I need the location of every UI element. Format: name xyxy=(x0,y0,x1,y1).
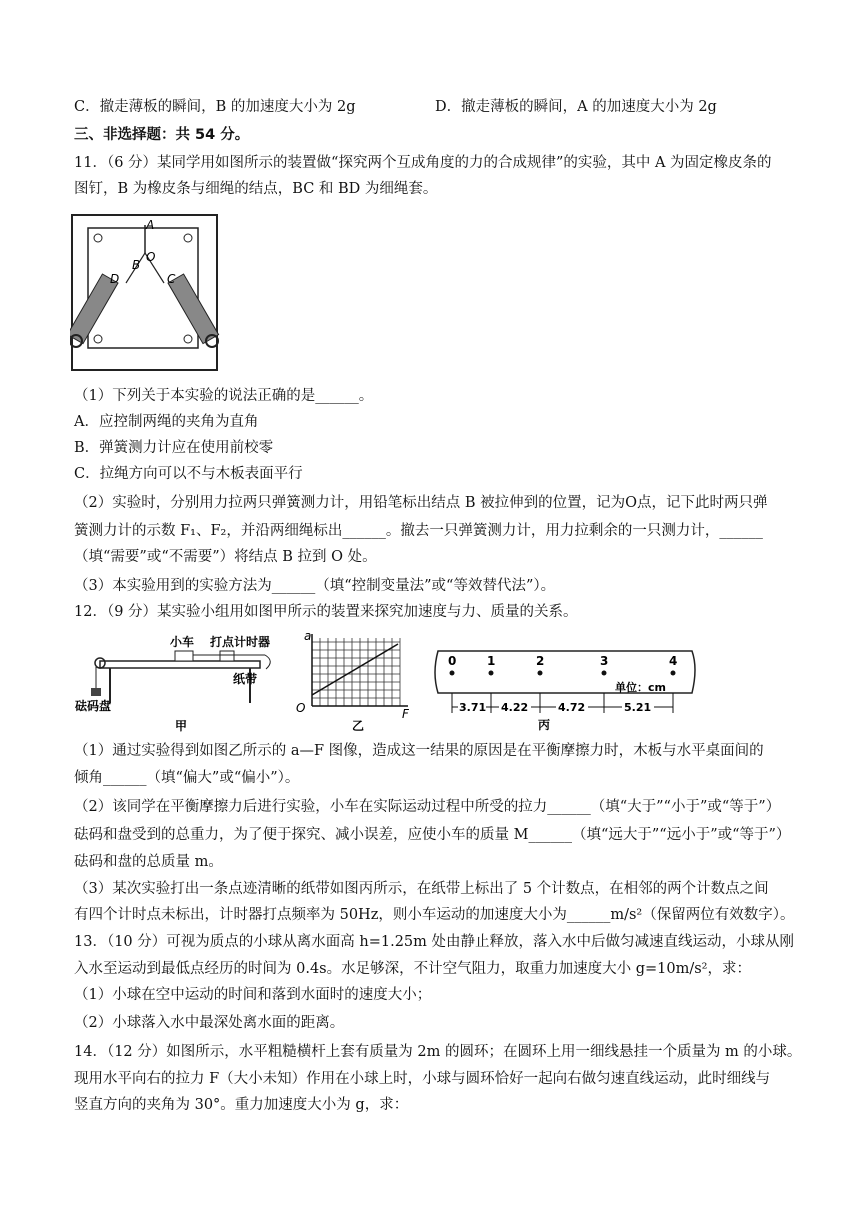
q14-line3: 竖直方向的夹角为 30°。重力加速度大小为 g，求： xyxy=(74,1097,409,1113)
point-1: 1 xyxy=(487,654,496,668)
label-pan: 砝码盘 xyxy=(75,699,112,713)
q13-part2: （2）小球落入水中最深处离水面的距离。 xyxy=(74,1015,345,1031)
q13-part1: （1）小球在空中运动的时间和落到水面时的速度大小； xyxy=(74,987,432,1003)
caption-bing: 丙 xyxy=(538,718,551,732)
distance-23: 4.72 xyxy=(558,701,586,714)
option-c: C．撤走薄板的瞬间，B 的加速度大小为 2g xyxy=(74,99,356,115)
point-4: 4 xyxy=(669,654,678,668)
label-D: D xyxy=(110,272,120,286)
axis-a: a xyxy=(304,630,312,643)
q11-option-b: B．弹簧测力计应在使用前校零 xyxy=(74,440,274,456)
q12-part3-line2: 有四个计时点未标出，计时器打点频率为 50Hz，则小车运动的加速度大小为______m/s²（保留两位有效数字）。 xyxy=(74,907,795,923)
distance-12: 4.22 xyxy=(501,701,529,714)
axis-f: F xyxy=(402,707,409,721)
q13-line1: 13．（10 分）可视为质点的小球从离水面高 h=1.25m 处由静止释放，落入水中后做匀减速直线运动，小球从刚 xyxy=(74,934,794,950)
section-heading: 三、非选择题：共 54 分。 xyxy=(74,127,250,143)
point-2: 2 xyxy=(536,654,545,668)
cart-apparatus-figure xyxy=(70,633,280,733)
q12-stem: 12．（9 分）某实验小组用如图甲所示的装置来探究加速度与力、质量的关系。 xyxy=(74,604,578,620)
label-cart: 小车 xyxy=(170,635,195,649)
caption-yi: 乙 xyxy=(352,719,365,733)
q12-part3-line1: （3）某次实验打出一条点迹清晰的纸带如图丙所示，在纸带上标出了 5 个计数点，在相邻的两个计数点之间 xyxy=(74,881,769,897)
point-0: 0 xyxy=(448,654,457,668)
distance-01: 3.71 xyxy=(459,701,487,714)
q11-part3: （3）本实验用到的实验方法为______（填“控制变量法”或“等效替代法”）。 xyxy=(74,578,556,594)
label-timer: 打点计时器 xyxy=(210,635,271,649)
q11-stem-line2: 图钉，B 为橡皮条与细绳的结点，BC 和 BD 为细绳套。 xyxy=(74,181,438,197)
q12-part1-line2: 倾角______（填“偏大”或“偏小”）。 xyxy=(74,770,300,786)
point-3: 3 xyxy=(600,654,609,668)
force-board-figure xyxy=(70,213,220,373)
label-B: B xyxy=(132,258,141,272)
q11-stem-line1: 11．（6 分）某同学用如图所示的装置做“探究两个互成角度的力的合成规律”的实验，其中 A 为固定橡皮条的 xyxy=(74,155,772,171)
q12-part2-line2: 砝码和盘受到的总重力，为了便于探究、减小误差，应使小车的质量 M______（填“远大于”“远小于”或“等于”） xyxy=(74,827,791,843)
label-O: O xyxy=(146,250,156,264)
q13-line2: 入水至运动到最低点经历的时间为 0.4s。水足够深，不计空气阻力，取重力加速度大小 g=10m/s²，求： xyxy=(74,961,751,977)
q12-part2-line1: （2）该同学在平衡摩擦力后进行实验，小车在实际运动过程中所受的拉力______（填“大于”“小于”或“等于”） xyxy=(74,799,781,815)
axis-origin: O xyxy=(296,701,306,715)
q12-part2-line3: 砝码和盘的总质量 m。 xyxy=(74,854,223,870)
q11-part2-line3: （填“需要”或“不需要”）将结点 B 拉到 O 处。 xyxy=(74,549,377,565)
distance-34: 5.21 xyxy=(624,701,652,714)
q14-line1: 14．（12 分）如图所示，水平粗糙横杆上套有质量为 2m 的圆环；在圆环上用一细线悬挂一个质量为 m 的小球。 xyxy=(74,1044,802,1060)
caption-jia: 甲 xyxy=(175,719,188,733)
q11-part2-line2: 簧测力计的示数 F₁、F₂，并沿两细绳标出______。撤去一只弹簧测力计，用力拉剩余的一只测力计，______ xyxy=(74,523,763,539)
q12-part1-line1: （1）通过实验得到如图乙所示的 a—F 图像，造成这一结果的原因是在平衡摩擦力时，木板与水平桌面间的 xyxy=(74,743,764,759)
label-C: C xyxy=(167,272,176,286)
label-tape: 纸带 xyxy=(233,672,258,686)
paper-tape-figure xyxy=(430,643,700,733)
q11-part2-line1: （2）实验时，分别用力拉两只弹簧测力计，用铅笔标出结点 B 被拉伸到的位置，记为O点，记下此时两只弹 xyxy=(74,495,768,511)
label-A: A xyxy=(146,218,155,232)
q11-part1: （1）下列关于本实验的说法正确的是______。 xyxy=(74,388,374,404)
unit-label: 单位：cm xyxy=(615,681,666,694)
q14-line2: 现用水平向右的拉力 F（大小未知）作用在小球上时，小球与圆环恰好一起向右做匀速直线运动，此时细线与 xyxy=(74,1071,771,1087)
q11-option-c: C．拉绳方向可以不与木板表面平行 xyxy=(74,466,303,482)
q11-option-a: A．应控制两绳的夹角为直角 xyxy=(74,414,259,430)
option-d: D．撤走薄板的瞬间，A 的加速度大小为 2g xyxy=(435,99,717,115)
a-f-graph-figure xyxy=(290,630,415,735)
